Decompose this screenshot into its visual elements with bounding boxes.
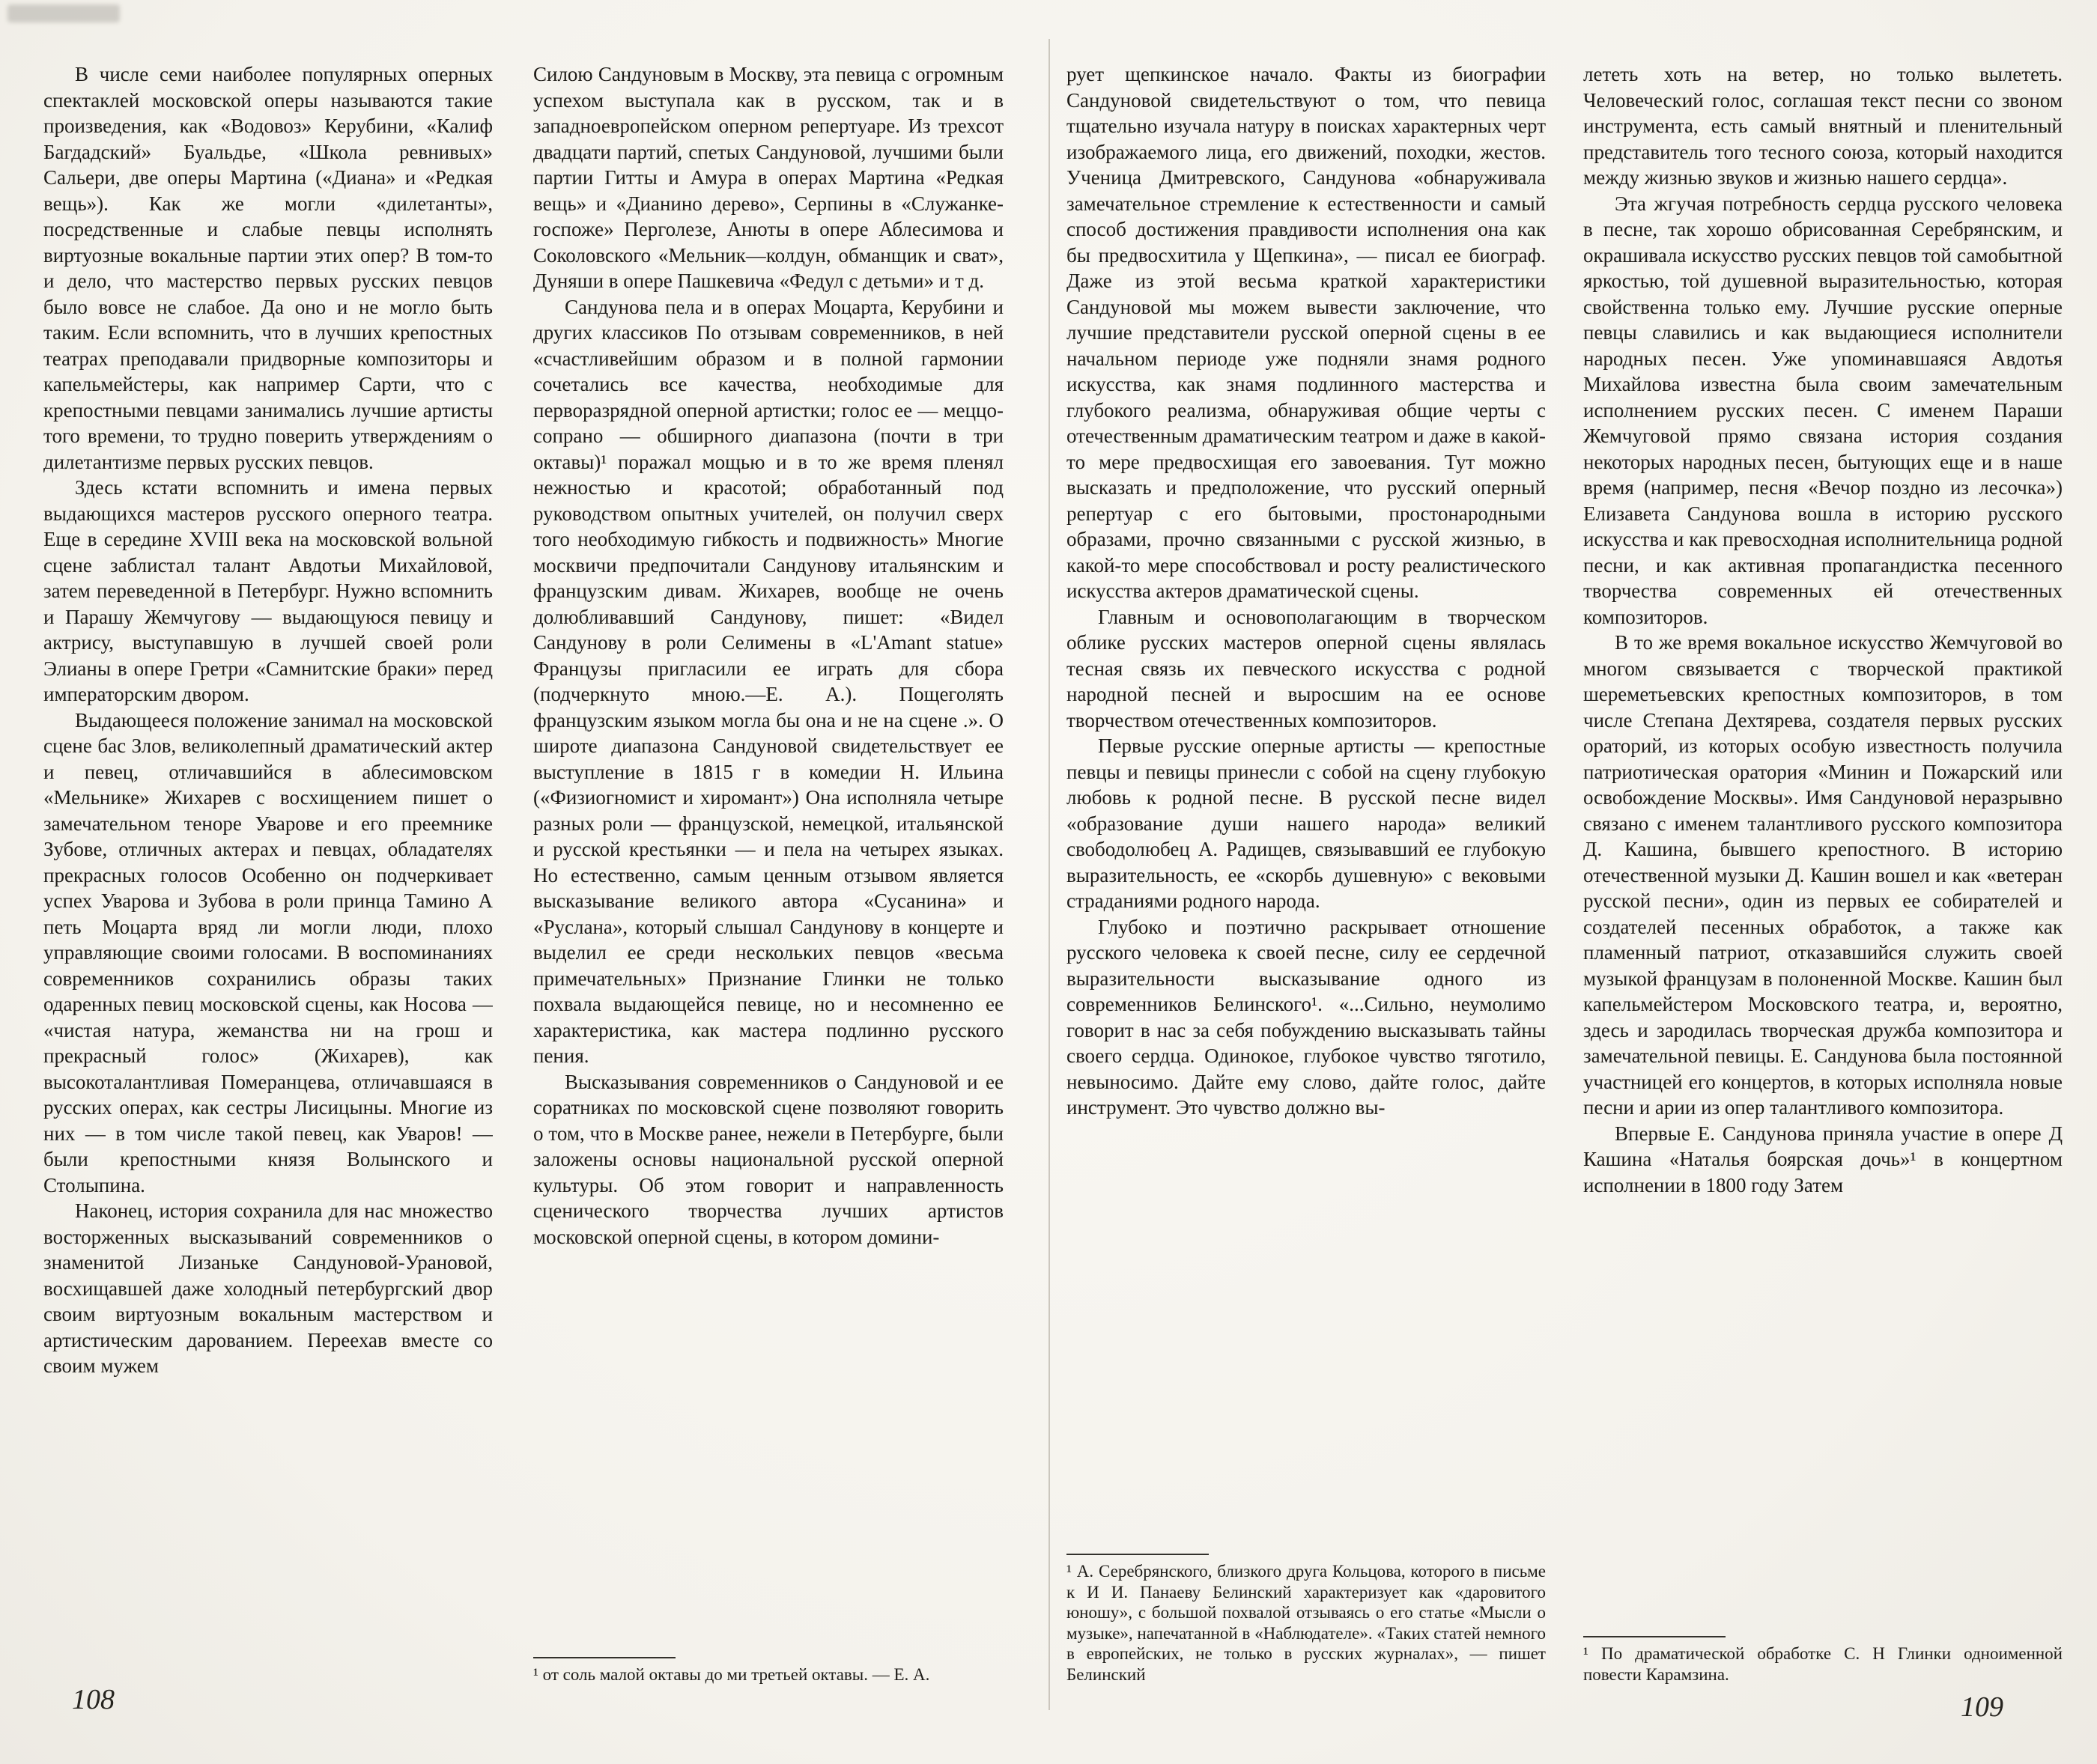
paragraph: Сандунова пела и в операх Моцарта, Керубини и других классиков По отзывам современников, в ней «счастливейшим образом и в полной гармонии сочетались все качества, необходимые для перворазрядной оперной артистки; голос ее — меццо-сопрано — обширного диапазона (почти в три октавы)¹ поражал мощью и в то же время пленял нежностью и красотой; обработанный под руководством опытных учителей, он получил сверх того необходимую гибкость и подвижность» Многие москвичи предпочитали Сандунову итальянским и французским дивам. Жихарев, вообще не очень долюбливавший Сандунову, пишет: «Видел Сандунову в роли Селимены в «L'Amant statue» Французы пригласили ее играть для сбора (подчеркнуто мною.—Е. А.). Пощеголять французским языком могла бы она и не на сцене .». О широте диапазона Сандуновой свидетельствует ее выступление в 1815 г в комедии Н. Ильина («Физиогномист и хиромант») Она исполняла четыре разных роли — французской, немецкой, итальянской и русской крестьянки — и пела на четырех языках. Но естественно, самым ценным отзывом является высказывание великого автора «Сусанина» и «Руслана», который слышал Сандунову в концерте и выделил ее среди нескольких певцов «весьма примечательных» Признание Глинки не только похвала выдающейся певице, но и несомненно ее характеристика, как мастера подлинно русского пения.	[533, 295, 1004, 1067]
paragraph: Глубоко и поэтично раскрывает отношение русского человека к своей песне, силу ее сердечной выразительности высказывание одного из современников Белинского¹. «...Сильно, неумолимо говорит в нас за себя побуждению высказывать тайны своего сердца. Одинокое, глубокое чувство тяготило, невыносимо. Дайте ему слово, дайте голос, дайте инструмент. Это чувство должно вы-	[1066, 915, 1546, 1119]
paragraph: Здесь кстати вспомнить и имена первых выдающихся мастеров русского оперного театра. Еще в середине XVIII века на московской вольной сцене заблистал талант Авдотьи Михайловой, затем переведенной в Петербург. Нужно вспомнить и Парашу Жемчугову — выдающуюся певицу и актрису, выступавшую в лучшей своей роли Элианы в опере Гретри «Самнитские браки» перед императорским двором.	[43, 476, 493, 705]
footnote-rule	[533, 1657, 676, 1658]
column-4-paragraphs	[1583, 61, 2063, 1198]
column-3-paragraphs	[1066, 61, 1546, 1121]
paragraph: Наконец, история сохранила для нас множество восторженных высказываний современников о знаменитой Лизаньке Сандуновой-Урановой, восхищавшей даже холодный петербургский двор своим виртуозным вокальным мастерством и артистическим дарованием. Переехав вместе со своим мужем	[43, 1199, 493, 1377]
text-column-2	[533, 61, 1004, 1685]
paragraph: Эта жгучая потребность сердца русского человека в песне, так хорошо обрисованная Серебрянским, и окрашивала искусство русских певцов той самобытной яркостью, той душевной выразительностью, которая свойственна только ему. Лучшие русские оперные певцы славились и как выдающиеся исполнители народных песен. Уже упоминавшаяся Авдотья Михайлова известна была своим замечательным исполнением русских песен. С именем Параши Жемчуговой прямо связана история создания некоторых народных песен, бытующих еще и в наше время (например, песня «Вечор поздно из лесочка») Елизавета Сандунова вошла в историю русского искусства и как превосходная исполнительница родной песни, и как активная пропагандистка песенного творчества современных ей отечественных композиторов.	[1583, 192, 2063, 628]
scan-artifact	[7, 4, 120, 22]
paragraph: В числе семи наиболее популярных оперных спектаклей московской оперы называются такие произведения, как «Водовоз» Керубини, «Калиф Багдадский» Буальдье, «Школа ревнивых» Сальери, две оперы Мартина («Диана» и «Редкая вещь»). Как же могли «дилетанты», посредственные и слабые певцы исполнять виртуозные вокальные партии этих опер? В том-то и дело, что мастерство первых русских певцов было вовсе не слабое. Да оно и не могло быть таким. Если вспомнить, что в лучших крепостных театрах преподавали придворные композиторы и капельмейстеры, как например Сарти, что с крепостными певцами занимались лучшие артисты того времени, то трудно поверить утверждениям о дилетантизме первых русских певцов.	[43, 63, 493, 473]
column-2-paragraphs	[533, 61, 1004, 1250]
paragraph: Первые русские оперные артисты — крепостные певцы и певицы принесли с собой на сцену глубокую любовь к родной песне. В русской песне видел «образование души нашего народа» великий свободолюбец А. Радищев, связывавший ее глубокую выразительность, ее «скорбь душевную» с вековыми страданиями родного народа.	[1066, 735, 1546, 912]
footnote-block-column-2	[533, 1649, 1004, 1685]
paragraph: Силою Сандуновым в Москву, эта певица с огромным успехом выступала как в русском, так и в западноевропейском оперном репертуаре. Из трехсот двадцати партий, спетых Сандуновой, лучшими были партии Гитты и Амура в операх Мартина «Редкая вещь» и «Дианино дерево», Серпины в «Служанке-госпоже» Перголезе, Анюты в опере Аблесимова и Соколовского «Мельник—колдун, обманщик и сват», Дуняши в опере Пашкевича «Федул с детьми» и т д.	[533, 63, 1004, 292]
text-column-3	[1066, 61, 1546, 1685]
footnote-block-column-4	[1583, 1628, 2063, 1685]
page-gutter-line	[1048, 39, 1050, 1710]
paragraph: лететь хоть на ветер, но только вылететь. Человеческий голос, соглашая текст песни со звоном инструмента, есть самый внятный и пленительный представитель того тесного союза, который находится между жизнью звуков и жизнью нашего сердца».	[1583, 63, 2063, 189]
footnote-rule	[1583, 1636, 1726, 1637]
footnote-text: ¹ от соль малой октавы до ми третьей октавы. — Е. А.	[533, 1664, 930, 1684]
paragraph: Впервые Е. Сандунова приняла участие в опере Д Кашина «Наталья боярская дочь»¹ в концертном исполнении в 1800 году Затем	[1583, 1122, 2063, 1196]
page-number-right: 109	[1961, 1691, 2003, 1723]
footnote-text: ¹ А. Серебрянского, близкого друга Кольцова, которого в письме к И И. Панаеву Белинский характеризует как «даровитого юношу», с большой похвалой отзываясь о его статье «Мысли о музыке», напечатанной в «Наблюдателе». «Таких статей немного в европейских, не только в русских журналах», — пишет Белинский	[1066, 1562, 1546, 1684]
footnote-text: ¹ По драматической обработке С. Н Глинки одноименной повести Карамзина.	[1583, 1644, 2063, 1684]
paragraph: Высказывания современников о Сандуновой и ее соратниках по московской сцене позволяют говорить о том, что в Москве ранее, нежели в Петербурге, были заложены основы национальной русской оперной культуры. Об этом говорит и направленность сценического творчества лучших артистов московской оперной сцены, в котором домини-	[533, 1070, 1004, 1248]
paragraph: рует щепкинское начало. Факты из биографии Сандуновой свидетельствуют о том, что певица тщательно изучала натуру в поисках характерных черт изображаемого лица, его движений, походки, жестов. Ученица Дмитревского, Сандунова «обнаруживала замечательное стремление к естественности и самый способ достижения правдивости исполнения она как бы предвосхитила у Щепкина», — писал ее биограф. Даже из этой весьма краткой характеристики Сандуновой мы можем вывести заключение, что лучшие представители русской оперной сцены в ее начальном периоде уже подняли знамя родного искусства, как знамя подлинного мастерства и глубокого реализма, обнаруживая общие черты с отечественным драматическим театром и даже в какой-то мере предвосхищая его завоевания. Тут можно высказать и предположение, что русский оперный репертуар с его бытовыми, простонародными образами, прочно связанными с русской жизнью, в какой-то мере способствовал и росту реалистического искусства актеров драматической сцены.	[1066, 63, 1546, 602]
footnote-block-column-3	[1066, 1546, 1546, 1685]
text-column-4	[1583, 61, 2063, 1685]
paragraph: В то же время вокальное искусство Жемчуговой во многом связывается с творческой практикой шереметьевских крепостных композиторов, в том числе Степана Дехтярева, создателя первых русских ораторий, из которых особую известность получила патриотическая оратория «Минин и Пожарский или освобождение Москвы». Имя Сандуновой неразрывно связано с именем талантливого русского композитора Д. Кашина, бывшего крепостного. В историю отечественной музыки Д. Кашин вошел и как «ветеран русской песни», один из первых ее собирателей и создателей песенных обработок, а также как пламенный патриот, отказавшийся служить своей музыкой французам в полоненной Москве. Кашин был капельмейстером Московского театра, и, вероятно, здесь и зародилась творческая дружба композитора и замечательной певицы. Е. Сандунова была постоянной участницей его концертов, в которых исполняла новые песни и арии из опер талантливого композитора.	[1583, 631, 2063, 1119]
footnote-rule	[1066, 1554, 1209, 1555]
text-column-1	[43, 61, 493, 1685]
paragraph: Главным и основополагающим в творческом облике русских мастеров оперной сцены являлась тесная связь их певческого искусства с родной народной песней и выросшим на ее основе творчеством отечественных композиторов.	[1066, 605, 1546, 732]
page-number-left: 108	[72, 1684, 115, 1715]
paragraph: Выдающееся положение занимал на московской сцене бас Злов, великолепный драматический актер и певец, отличавшийся в аблесимовском «Мельнике» Жихарев с восхищением пишет о замечательном теноре Уварове и его преемнике Зубове, отличных актерах и певцах, обладателях прекрасных голосов Особенно он подчеркивает успех Уварова и Зубова в роли принца Тамино А петь Моцарта вряд ли могли люди, плохо управляющие своими голосами. В воспоминаниях современников сохранились образы таких одаренных певиц московской сцены, как Носова — «чистая натура, жеманства ни на грош и прекрасный голос» (Жихарев), как высокоталантливая Померанцева, отличавшаяся в русских операх, как сестры Лисицыны. Многие из них — в том числе такой певец, как Уваров! — были крепостными князя Волынского и Столыпина.	[43, 708, 493, 1196]
